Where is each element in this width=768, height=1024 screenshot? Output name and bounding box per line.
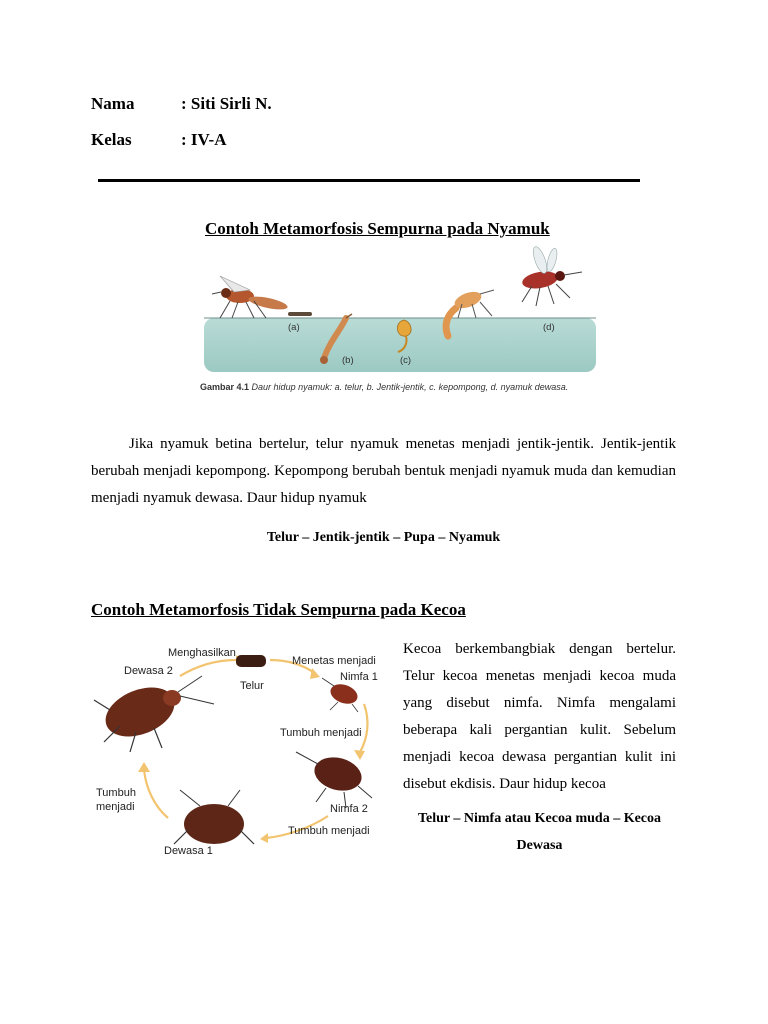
label-telur: Telur [240, 680, 264, 692]
cockroach-adult-2-icon [94, 676, 214, 752]
mosquito-laying-eggs-icon [212, 276, 289, 318]
label-menetas-menjadi: Menetas menjadi [292, 655, 376, 667]
mosquito-lifecycle-figure [200, 246, 600, 376]
header-divider [98, 179, 640, 182]
class-value: : IV-A [181, 130, 227, 149]
label-dewasa-2: Dewasa 2 [124, 665, 173, 677]
label-nimfa-1: Nimfa 1 [340, 671, 378, 683]
adult-mosquito-icon [521, 246, 582, 306]
cockroach-formula-line2: Dewasa [516, 838, 563, 853]
egg-case-icon [236, 655, 266, 667]
figure-label-b: (b) [342, 355, 354, 366]
cockroach-nymph-1-icon [322, 678, 360, 712]
mosquito-lifecycle-formula: Telur – Jentik-jentik – Pupa – Nyamuk [266, 530, 501, 545]
figure-label-c: (c) [400, 355, 412, 366]
cockroach-paragraph: Kecoa berkembangbiak dengan bertelur. Telur kecoa menetas menjadi kecoa muda yang disebut nimfa. Nimfa mengalami beberapa kali pergantian kulit. Sebelum menjadi kecoa dewasa pergantian kulit ini disebut ekdisis. Daur hidup kecoa [403, 641, 676, 792]
cockroach-adult-1-icon [174, 790, 254, 844]
label-tumbuh: Tumbuh [96, 787, 136, 799]
cockroach-formula-line1: Telur – Nimfa atau Kecoa muda – Kecoa [417, 811, 662, 826]
class-label: Kelas [91, 130, 132, 149]
label-nimfa-2: Nimfa 2 [330, 803, 368, 815]
egg-raft-icon [288, 312, 312, 316]
label-menjadi: menjadi [96, 801, 135, 813]
label-tumbuh-menjadi-1: Tumbuh menjadi [280, 727, 362, 739]
figure-caption [200, 381, 600, 393]
label-menghasilkan: Menghasilkan [168, 647, 236, 659]
mosquito-section-title: Contoh Metamorfosis Sempurna pada Nyamuk [205, 219, 550, 238]
label-tumbuh-menjadi-2: Tumbuh menjadi [288, 825, 370, 837]
mosquito-paragraph: Jika nyamuk betina bertelur, telur nyamuk menetas menjadi jentik-jentik. Jentik-jentik berubah menjadi kepompong. Kepompong berubah bentuk menjadi nyamuk muda dan kemudian menjadi nyamuk dewasa. Daur hidup nyamuk [91, 436, 676, 506]
cockroach-section-title: Contoh Metamorfosis Tidak Sempurna pada Kecoa [91, 600, 466, 619]
cockroach-lifecycle-figure [90, 640, 380, 862]
label-dewasa-1: Dewasa 1 [164, 845, 213, 857]
figure-label-a: (a) [288, 322, 300, 333]
cockroach-nymph-2-icon [296, 752, 372, 808]
caption-text: Daur hidup nyamuk: a. telur, b. Jentik-jentik, c. kepompong, d. nyamuk dewasa. [251, 382, 569, 392]
figure-label-d: (d) [543, 322, 555, 333]
caption-prefix: Gambar 4.1 [200, 382, 250, 392]
name-label: Nama [91, 94, 135, 113]
name-value: : Siti Sirli N. [181, 94, 272, 113]
